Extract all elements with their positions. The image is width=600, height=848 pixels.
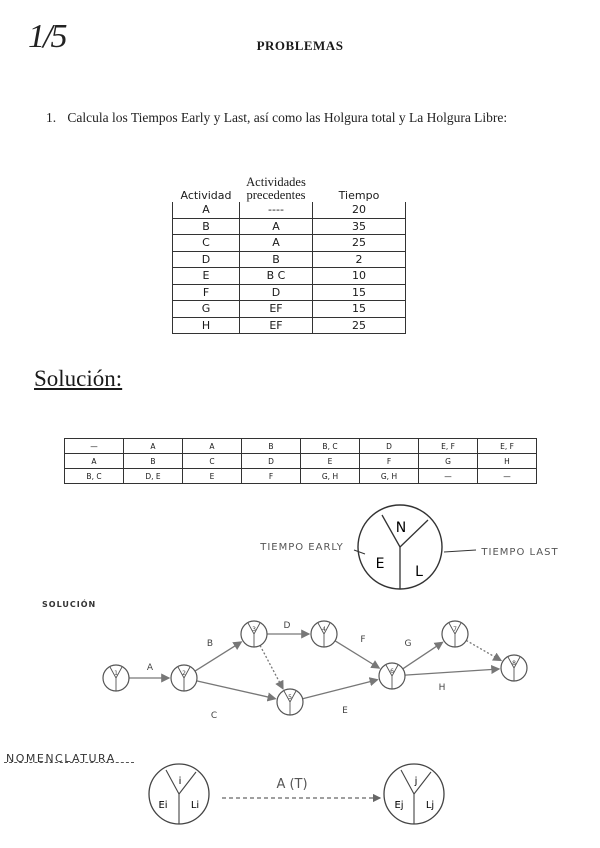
problem-number: 1. xyxy=(46,110,57,125)
predecessor-row xyxy=(65,439,537,454)
nomenclatura-arrow-label: A (T) xyxy=(276,777,308,792)
grid-cell: A xyxy=(65,454,124,469)
arrow-label: C xyxy=(210,711,218,721)
node-number: 3 xyxy=(252,626,256,633)
legend-letter-e: E xyxy=(375,556,385,572)
activity-row xyxy=(173,218,406,235)
grid-cell: G, H xyxy=(360,469,419,484)
left-node-early: Ei xyxy=(158,800,168,811)
activity-cell: E xyxy=(173,268,240,285)
grid-cell: — xyxy=(65,439,124,454)
time-cell: 25 xyxy=(313,235,406,252)
predecessor-cell: A xyxy=(240,218,313,235)
time-cell: 20 xyxy=(313,202,406,218)
activity-arrow xyxy=(303,680,378,699)
right-node-early: Ej xyxy=(394,800,404,811)
predecessor-cell: D xyxy=(240,284,313,301)
activity-table-body xyxy=(173,202,406,334)
dummy-arrow xyxy=(466,640,501,660)
header-actividad: Actividad xyxy=(180,189,232,202)
grid-cell: B xyxy=(242,439,301,454)
successor-row xyxy=(65,469,537,484)
activity-row xyxy=(173,284,406,301)
grid-cell: E, F xyxy=(419,439,478,454)
grid-cell: G xyxy=(419,454,478,469)
activity-arrow xyxy=(197,681,276,699)
nomenclatura-diagram xyxy=(0,762,600,848)
time-cell: 35 xyxy=(313,218,406,235)
left-node-last: Li xyxy=(190,800,200,811)
activity-row xyxy=(173,268,406,285)
activity-row xyxy=(173,235,406,252)
network-node xyxy=(277,689,303,715)
predecessor-successor-table xyxy=(64,438,537,484)
activity-row xyxy=(173,251,406,268)
grid-cell: — xyxy=(419,469,478,484)
right-node-index: j xyxy=(414,776,418,787)
node-number: 6 xyxy=(390,668,394,675)
network-node xyxy=(241,621,267,647)
predecessor-cell: ---- xyxy=(240,202,313,218)
network-node xyxy=(501,655,527,681)
predecessor-cell: B C xyxy=(240,268,313,285)
network-node xyxy=(442,621,468,647)
activity-arrow xyxy=(335,641,379,668)
page-number: 1/5 xyxy=(28,18,66,55)
grid-cell: A xyxy=(183,439,242,454)
problem-text: Calcula los Tiempos Early y Last, así como las Holgura total y La Holgura Libre: xyxy=(67,110,508,125)
right-node-last: Lj xyxy=(425,800,435,811)
grid-cell: H xyxy=(478,454,537,469)
header-tiempo: Tiempo xyxy=(338,189,380,202)
arrow-label: F xyxy=(360,635,366,645)
node-number: 2 xyxy=(182,670,186,677)
node-number: 8 xyxy=(512,660,516,667)
network-node xyxy=(311,621,337,647)
network-diagram xyxy=(0,610,600,740)
grid-cell: — xyxy=(478,469,537,484)
time-cell: 15 xyxy=(313,284,406,301)
grid-cell: E xyxy=(301,454,360,469)
network-node xyxy=(171,665,197,691)
legend-early-label: TIEMPO EARLY xyxy=(260,542,344,553)
grid-cell: F xyxy=(360,454,419,469)
grid-cell: E xyxy=(183,469,242,484)
node-number: 4 xyxy=(322,626,326,633)
nomenclatura-label: NOMENCLATURA xyxy=(6,752,116,765)
time-cell: 15 xyxy=(313,301,406,318)
network-node xyxy=(103,665,129,691)
time-cell: 10 xyxy=(313,268,406,285)
predecessor-cell: A xyxy=(240,235,313,252)
grid-cell: B xyxy=(124,454,183,469)
early-pointer-line xyxy=(354,550,365,554)
page-title: PROBLEMAS xyxy=(256,38,344,53)
legend-diagram xyxy=(0,500,600,600)
activity-row xyxy=(173,301,406,318)
activity-arrow xyxy=(405,669,499,675)
activity-arrow xyxy=(195,642,241,671)
last-pointer-line xyxy=(444,550,476,552)
node-divider xyxy=(179,772,196,794)
grid-cell: E, F xyxy=(478,439,537,454)
node-number: 1 xyxy=(114,670,118,677)
activity-cell: B xyxy=(173,218,240,235)
activity-cell: A xyxy=(173,202,240,218)
activity-table xyxy=(172,166,406,334)
grid-cell: G, H xyxy=(301,469,360,484)
node-number: 7 xyxy=(453,626,457,633)
grid-cell: B, C xyxy=(65,469,124,484)
activity-cell: G xyxy=(173,301,240,318)
activity-row xyxy=(173,202,406,218)
activity-cell: F xyxy=(173,284,240,301)
legend-last-label: TIEMPO LAST xyxy=(481,547,559,558)
grid-cell: C xyxy=(183,454,242,469)
grid-cell: F xyxy=(242,469,301,484)
problem-statement xyxy=(46,110,507,126)
legend-letter-n: N xyxy=(395,520,407,536)
node-number: 5 xyxy=(288,694,292,701)
solucion-label: SOLUCIÓN xyxy=(42,600,97,609)
grid-cell: D xyxy=(242,454,301,469)
network-node xyxy=(379,663,405,689)
legend-letter-l: L xyxy=(415,564,423,580)
node-divider xyxy=(401,770,414,794)
dummy-arrow xyxy=(260,645,283,688)
activity-row xyxy=(173,317,406,334)
node-divider xyxy=(166,770,179,794)
predecessor-cell: B xyxy=(240,251,313,268)
activity-cell: D xyxy=(173,251,240,268)
arrow-label: B xyxy=(206,639,214,649)
time-cell: 2 xyxy=(313,251,406,268)
predecessor-successor-body xyxy=(65,439,537,484)
grid-cell: A xyxy=(124,439,183,454)
left-node-index: i xyxy=(178,776,182,787)
activity-cell: C xyxy=(173,235,240,252)
activity-row xyxy=(65,454,537,469)
predecessor-cell: EF xyxy=(240,317,313,334)
header-precedentes: Actividades precedentes xyxy=(246,175,306,202)
predecessor-cell: EF xyxy=(240,301,313,318)
arrow-label: H xyxy=(438,683,446,693)
arrow-label: A xyxy=(146,663,154,673)
activity-cell: H xyxy=(173,317,240,334)
arrow-label: D xyxy=(283,621,291,631)
grid-cell: B, C xyxy=(301,439,360,454)
time-cell: 25 xyxy=(313,317,406,334)
solution-heading: Solución: xyxy=(34,366,123,391)
grid-cell: D xyxy=(360,439,419,454)
grid-cell: D, E xyxy=(124,469,183,484)
arrow-label: G xyxy=(404,639,412,649)
arrow-label: E xyxy=(342,706,348,716)
